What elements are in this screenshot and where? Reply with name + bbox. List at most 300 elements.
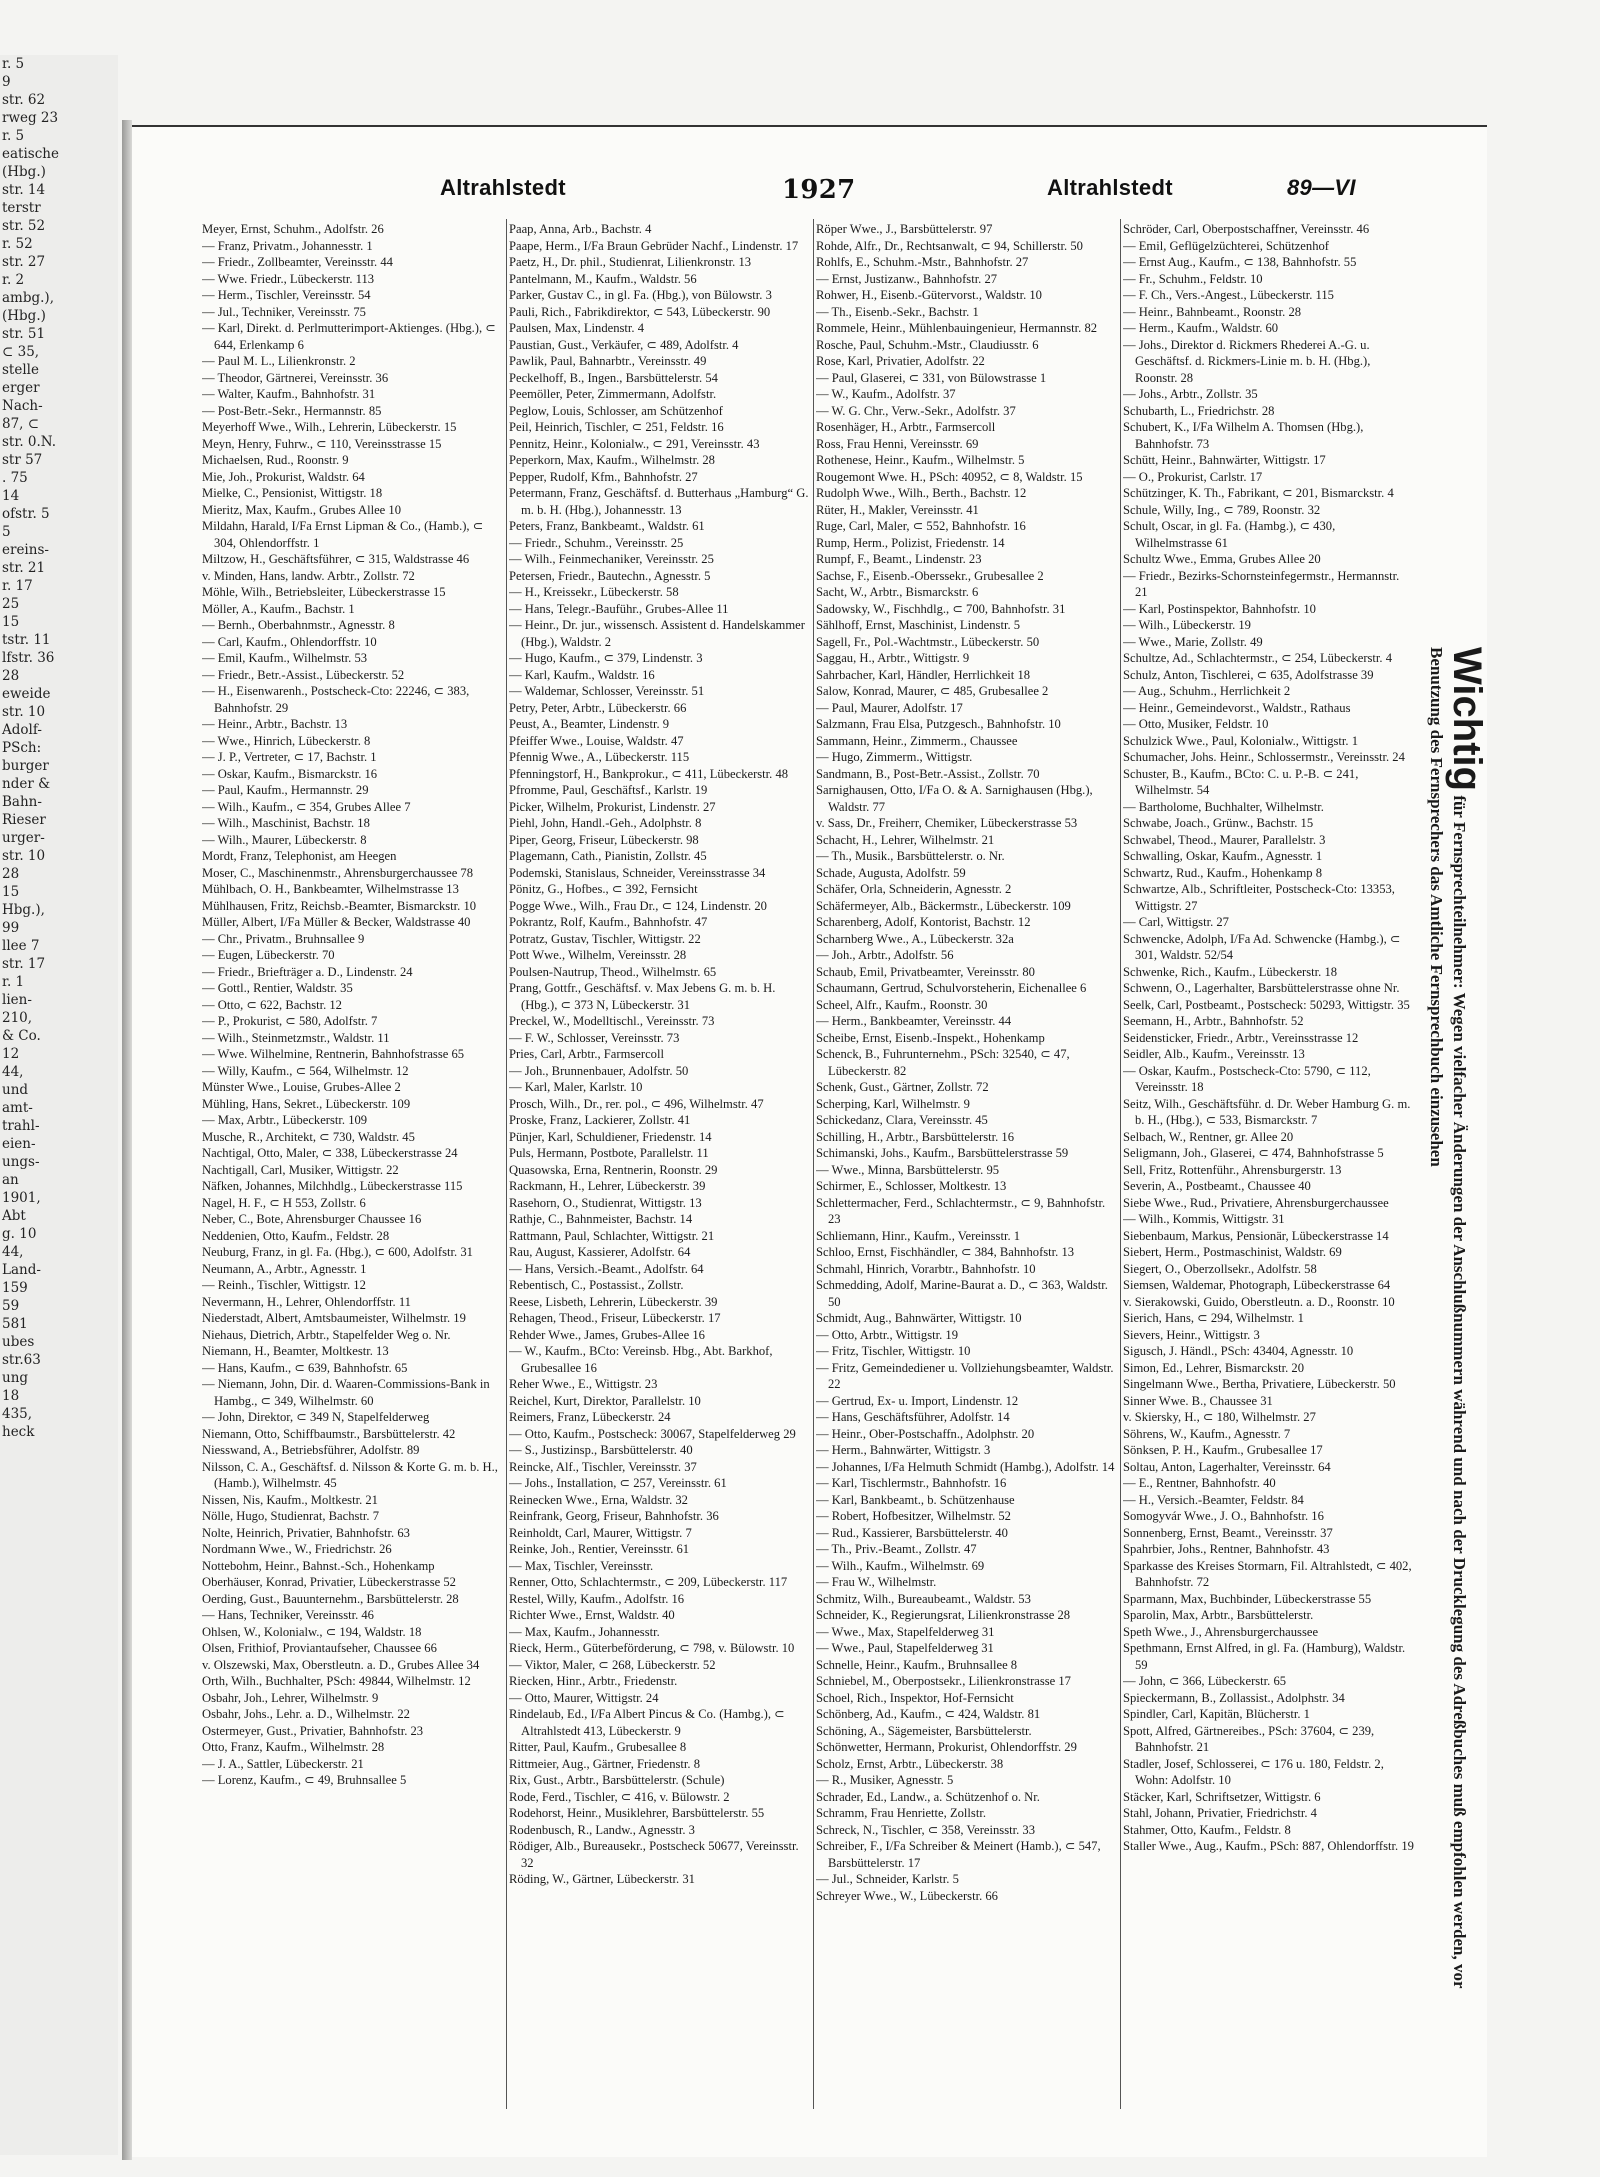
directory-entry: Schwabel, Theod., Maurer, Parallelstr. 3	[1123, 832, 1326, 847]
previous-page-fragment: amt-	[2, 1100, 33, 1116]
directory-entry: — P., Prokurist, ⊂ 580, Adolfstr. 7	[202, 1014, 378, 1028]
directory-entry: Rittmeier, Aug., Gärtner, Friedenstr. 8	[509, 1756, 701, 1771]
directory-entry: — W., Kaufm., BCto: Vereinsb. Hbg., Abt. Barkhof, Grubesallee 16	[509, 1344, 773, 1375]
previous-page-fragment: an	[2, 1172, 19, 1188]
directory-entry: Schönwetter, Hermann, Prokurist, Ohlendorffstr. 29	[816, 1740, 1077, 1754]
directory-entry: — Carl, Kaufm., Ohlendorffstr. 10	[202, 634, 377, 649]
directory-entry: Schaub, Emil, Privatbeamter, Vereinsstr. 80	[816, 964, 1035, 979]
directory-page	[132, 125, 1487, 2157]
directory-entry: Rudolph Wwe., Wilh., Berth., Bachstr. 12	[816, 486, 1027, 500]
directory-entry: — Max, Kaufm., Johannesstr.	[509, 1624, 660, 1639]
directory-entry: — Herm., Bankbeamter, Vereinsstr. 44	[816, 1014, 1012, 1028]
directory-entry: Pries, Carl, Arbtr., Farmsercoll	[509, 1047, 664, 1061]
column-rule	[1120, 219, 1121, 2109]
directory-entry: Schwenke, Rich., Kaufm., Lübeckerstr. 18	[1123, 964, 1338, 979]
directory-entry: — Post-Betr.-Sekr., Hermannstr. 85	[202, 403, 382, 418]
previous-page-fragment: ungs-	[2, 1154, 40, 1170]
previous-page-fragment: str. 52	[2, 218, 46, 234]
directory-entry: — Hugo, Kaufm., ⊂ 379, Lindenstr. 3	[509, 651, 703, 665]
previous-page-fragment: (Hbg.)	[2, 308, 46, 324]
directory-entry: Rosenhäger, H., Arbtr., Farmsercoll	[816, 420, 996, 434]
directory-entry: Schäfer, Orla, Schneiderin, Agnesstr. 2	[816, 882, 1012, 896]
directory-entry: Pfromme, Paul, Geschäftsf., Karlstr. 19	[509, 783, 708, 797]
directory-entry: — Ernst, Justizanw., Bahnhofstr. 27	[816, 271, 998, 286]
previous-page-fragment: ubes	[2, 1334, 35, 1350]
directory-entry: — Wilh., Maschinist, Bachstr. 18	[202, 816, 370, 830]
directory-entry: Schniebel, M., Oberpostsekr., Lilienkronstrasse 17	[816, 1674, 1071, 1688]
previous-page-fragment: 1901,	[2, 1190, 41, 1206]
directory-entry: — Max, Arbtr., Lübeckerstr. 109	[202, 1113, 368, 1127]
directory-entry: Rathje, C., Bahnmeister, Bachstr. 14	[509, 1212, 693, 1226]
directory-entry: Rommele, Heinr., Mühlenbauingenieur, Hermannstr. 82	[816, 321, 1098, 335]
previous-page-fragment: PSch:	[2, 740, 42, 756]
directory-entry: Riecken, Hinr., Arbtr., Friedenstr.	[509, 1674, 678, 1688]
previous-page-fragment: 25	[2, 596, 20, 612]
directory-entry: — Wwe., Hinrich, Lübeckerstr. 8	[202, 733, 371, 748]
previous-page-fragment: str. 21	[2, 560, 46, 576]
directory-entry: Petry, Peter, Arbtr., Lübeckerstr. 66	[509, 700, 687, 715]
directory-entry: Singelmann Wwe., Bertha, Privatiere, Lübeckerstr. 50	[1123, 1377, 1396, 1391]
directory-entry: — Gottl., Rentier, Waldstr. 35	[202, 981, 353, 995]
directory-entry: — F. W., Schlosser, Vereinsstr. 73	[509, 1030, 680, 1045]
directory-entry: v. Sierakowski, Guido, Oberstleutn. a. D., Roonstr. 10	[1123, 1294, 1395, 1309]
directory-entry: Pogge Wwe., Wilh., Frau Dr., ⊂ 124, Lindenstr. 20	[509, 898, 767, 913]
directory-entry: Neumann, A., Arbtr., Agnesstr. 1	[202, 1261, 367, 1276]
notice-body: für Fernsprechteilnehmer: Wegen vielfacher Änderungen der Anschlußnummern während und nach der Drucklegung des Adreßbuches muß empfohlen werden, vor Benutzung des Fernsprechers das Amtliche Fernsprechbuch einzusehen	[1427, 647, 1469, 1989]
directory-entry: Mühling, Hans, Sekret., Lübeckerstr. 109	[202, 1096, 411, 1111]
directory-entry: Pokrantz, Rolf, Kaufm., Bahnhofstr. 47	[509, 915, 708, 929]
directory-entry: — Gertrud, Ex- u. Import, Lindenstr. 12	[816, 1393, 1019, 1408]
directory-entry: Rindelaub, Ed., I/Fa Albert Pincus & Co. (Hambg.), ⊂ Altrahlstedt 413, Lübeckerstr. 9	[509, 1707, 785, 1738]
directory-entry: Schule, Willy, Ing., ⊂ 789, Roonstr. 32	[1123, 502, 1321, 517]
previous-page-fragment: 12	[2, 1046, 20, 1062]
directory-entry: Schwencke, Adolph, I/Fa Ad. Schwencke (Hambg.), ⊂ 301, Waldstr. 52/54	[1123, 931, 1401, 962]
directory-entry: — Chr., Privatm., Bruhnsallee 9	[202, 931, 365, 946]
directory-entry: — Karl, Maler, Karlstr. 10	[509, 1080, 643, 1094]
directory-entry: Rohde, Alfr., Dr., Rechtsanwalt, ⊂ 94, Schillerstr. 50	[816, 238, 1083, 253]
directory-entry: Siebe Wwe., Rud., Privatiere, Ahrensburgerchaussee	[1123, 1195, 1389, 1210]
previous-page-fragment: r. 5	[2, 128, 25, 144]
directory-entry: Speth Wwe., J., Ahrensburgerchaussee	[1123, 1624, 1319, 1639]
directory-entry: Röper Wwe., J., Barsbüttelerstr. 97	[816, 222, 993, 236]
directory-entry: Sählhoff, Ernst, Maschinist, Lindenstr. 5	[816, 618, 1021, 632]
directory-entry: Simon, Ed., Lehrer, Bismarckstr. 20	[1123, 1360, 1305, 1375]
directory-entry: Sandmann, B., Post-Betr.-Assist., Zollstr. 70	[816, 766, 1040, 781]
directory-entry: Olsen, Frithiof, Proviantaufseher, Chaussee 66	[202, 1641, 437, 1655]
directory-entry: Rothenese, Heinr., Kaufm., Wilhelmstr. 5	[816, 453, 1025, 467]
previous-page-fragment: 581	[2, 1316, 28, 1332]
previous-page-fragment: heck	[2, 1424, 35, 1440]
directory-entry: — Wwe. Friedr., Lübeckerstr. 113	[202, 271, 375, 286]
directory-entry: Schwabe, Joach., Grünw., Bachstr. 15	[1123, 816, 1314, 830]
directory-entry: Peperkorn, Max, Kaufm., Wilhelmstr. 28	[509, 453, 715, 467]
previous-page-fragment: ofstr. 5	[2, 506, 50, 522]
directory-entry: — Otto, Musiker, Feldstr. 10	[1123, 717, 1269, 731]
running-head-right: Altrahlstedt	[1047, 175, 1173, 200]
directory-entry: Sigusch, J. Händl., PSch: 43404, Agnesstr. 10	[1123, 1344, 1354, 1358]
directory-entry: Schmidt, Aug., Bahnwärter, Wittigstr. 10	[816, 1311, 1022, 1325]
previous-page-fragment: erger	[2, 380, 40, 396]
directory-entry: Spieckermann, B., Zollassist., Adolphstr. 34	[1123, 1690, 1345, 1705]
directory-entry: Reincke, Alf., Tischler, Vereinsstr. 37	[509, 1459, 697, 1474]
directory-entry: — Oskar, Kaufm., Postscheck-Cto: 5790, ⊂ 112, Vereinsstr. 18	[1123, 1063, 1371, 1094]
directory-entry: — Heinr., Gemeindevorst., Waldstr., Rathaus	[1123, 700, 1351, 715]
directory-entry: — Paul, Glaserei, ⊂ 331, von Bülowstrasse 1	[816, 370, 1047, 385]
directory-entry: Peil, Heinrich, Tischler, ⊂ 251, Feldstr. 16	[509, 420, 724, 434]
previous-page-fragment: 15	[2, 884, 20, 900]
directory-entry: Seligmann, Joh., Glaserei, ⊂ 474, Bahnhofstrasse 5	[1123, 1146, 1384, 1160]
directory-entry: Mühlbach, O. H., Bankbeamter, Wilhelmstrasse 13	[202, 882, 459, 896]
directory-entry: Reimers, Franz, Lübeckerstr. 24	[509, 1410, 671, 1424]
directory-entry: — Emil, Kaufm., Wilhelmstr. 53	[202, 651, 368, 665]
directory-entry: Schreiber, F., I/Fa Schreiber & Meinert (Hamb.), ⊂ 547, Barsbüttelerstr. 17	[816, 1839, 1101, 1870]
directory-entry: — Wilh., Kaufm., Wilhelmstr. 69	[816, 1558, 985, 1573]
directory-entry: Rasehorn, O., Studienrat, Wittigstr. 13	[509, 1195, 702, 1210]
directory-entry: Münster Wwe., Louise, Grubes-Allee 2	[202, 1080, 401, 1094]
directory-entry: Schmedding, Adolf, Marine-Baurat a. D., ⊂ 363, Waldstr. 50	[816, 1278, 1108, 1309]
directory-entry: Peters, Franz, Bankbeamt., Waldstr. 61	[509, 519, 705, 533]
directory-entry: — Karl, Kaufm., Waldstr. 16	[509, 667, 655, 682]
previous-page-fragment: 9	[2, 74, 11, 90]
directory-entry: Spott, Alfred, Gärtnereibes., PSch: 37604, ⊂ 239, Bahnhofstr. 21	[1123, 1723, 1375, 1754]
directory-entry: Schaumann, Gertrud, Schulvorsteherin, Eichenallee 6	[816, 981, 1087, 995]
directory-entry: Schützinger, K. Th., Fabrikant, ⊂ 201, Bismarckstr. 4	[1123, 486, 1394, 500]
directory-entry: — S., Justizinsp., Barsbüttelerstr. 40	[509, 1443, 693, 1457]
previous-page-fragment: . 75	[2, 470, 28, 486]
directory-entry: Plagemann, Cath., Pianistin, Zollstr. 45	[509, 849, 707, 863]
directory-entry: Oberhäuser, Konrad, Privatier, Lübeckerstrasse 52	[202, 1575, 456, 1589]
directory-entry: Möller, A., Kaufm., Bachstr. 1	[202, 601, 355, 616]
directory-entry: Rattmann, Paul, Schlachter, Wittigstr. 21	[509, 1228, 715, 1243]
directory-entry: — Wwe., Paul, Stapelfelderweg 31	[816, 1641, 994, 1655]
directory-entry: — Johs., Arbtr., Zollstr. 35	[1123, 387, 1258, 401]
directory-entry: — Th., Musik., Barsbüttelerstr. o. Nr.	[816, 849, 1005, 863]
directory-entry: Schwenn, O., Lagerhalter, Barsbüttelerstrasse ohne Nr.	[1123, 981, 1400, 995]
directory-entry: Rau, August, Kassierer, Adolfstr. 64	[509, 1245, 691, 1259]
directory-entry: Schäfermeyer, Alb., Bäckermstr., Lübeckerstr. 109	[816, 898, 1071, 913]
directory-entry: — Bartholome, Buchhalter, Wilhelmstr.	[1123, 799, 1324, 814]
previous-page-fragment: ereins-	[2, 542, 49, 558]
previous-page-fragment: 44,	[2, 1244, 24, 1260]
directory-entry: Piehl, John, Handl.-Geh., Adolphstr. 8	[509, 816, 702, 830]
directory-entry: Schloo, Ernst, Fischhändler, ⊂ 384, Bahnhofstr. 13	[816, 1245, 1075, 1259]
directory-entry: — Otto, Maurer, Wittigstr. 24	[509, 1690, 659, 1705]
previous-page-fragment: str 57	[2, 452, 43, 468]
directory-entry: Sammann, Heinr., Zimmerm., Chaussee	[816, 733, 1018, 748]
directory-entry: Schöning, A., Sägemeister, Barsbüttelerstr.	[816, 1723, 1032, 1738]
directory-entry: Stadler, Josef, Schlosserei, ⊂ 176 u. 180, Feldstr. 2, Wohn: Adolfstr. 10	[1123, 1756, 1384, 1787]
directory-entry: — Th., Eisenb.-Sekr., Bachstr. 1	[816, 304, 979, 319]
directory-entry: Schwalling, Oskar, Kaufm., Agnesstr. 1	[1123, 849, 1323, 863]
previous-page-fragment: Abt	[2, 1208, 26, 1224]
directory-entry: Neber, C., Bote, Ahrensburger Chaussee 16	[202, 1212, 422, 1226]
directory-entry: Schenk, Gust., Gärtner, Zollstr. 72	[816, 1080, 989, 1094]
directory-entry: Otto, Franz, Kaufm., Wilhelmstr. 28	[202, 1740, 385, 1754]
directory-entry: Mühlhausen, Fritz, Reichsb.-Beamter, Bismarckstr. 10	[202, 898, 477, 913]
directory-entry: Proske, Franz, Lackierer, Zollstr. 41	[509, 1113, 691, 1127]
directory-entry: — Franz, Privatm., Johannesstr. 1	[202, 238, 373, 253]
directory-entry: Saggau, H., Arbtr., Wittigstr. 9	[816, 651, 970, 665]
directory-entry: Schubert, K., I/Fa Wilhelm A. Thomsen (Hbg.), Bahnhofstr. 73	[1123, 420, 1364, 451]
directory-entry: Sachse, F., Eisenb.-Oberssekr., Grubesallee 2	[816, 568, 1044, 583]
directory-entry: — Fritz, Tischler, Wittigstr. 10	[816, 1344, 971, 1358]
directory-entry: — Jul., Schneider, Karlstr. 5	[816, 1872, 959, 1886]
directory-entry: Sahrbacher, Karl, Händler, Herrlichkeit 18	[816, 667, 1031, 682]
directory-entry: — Hans, Geschäftsführer, Adolfstr. 14	[816, 1410, 1010, 1424]
previous-page-fragment: llee 7	[2, 938, 40, 954]
previous-page-fragment: lien-	[2, 992, 32, 1008]
directory-entry: — Johs., Direktor d. Rickmers Rhederei A.-G. u. Geschäftsf. d. Rickmers-Linie m. b. H. (Hbg.), Roonstr. 28	[1123, 337, 1371, 385]
previous-page-fragment: 435,	[2, 1406, 33, 1422]
directory-entry: Pantelmann, M., Kaufm., Waldstr. 56	[509, 271, 697, 286]
directory-entry: Rump, Herm., Polizist, Friedenstr. 14	[816, 535, 1005, 550]
directory-entry: — Willy, Kaufm., ⊂ 564, Wilhelmstr. 12	[202, 1063, 409, 1078]
directory-entry: Siebert, Herm., Postmaschinist, Waldstr. 69	[1123, 1245, 1342, 1259]
previous-page-fragment: Rieser	[2, 812, 46, 828]
directory-entry: Röding, W., Gärtner, Lübeckerstr. 31	[509, 1872, 695, 1886]
directory-entry: — Paul, Maurer, Adolfstr. 17	[816, 700, 963, 715]
directory-entry: Schrader, Ed., Landw., a. Schützenhof o. Nr.	[816, 1789, 1040, 1804]
directory-entry: — Reinh., Tischler, Wittigstr. 12	[202, 1278, 366, 1292]
directory-entry: — Joh., Brunnenbauer, Adolfstr. 50	[509, 1063, 689, 1078]
directory-entry: — Otto, Kaufm., Postscheck: 30067, Stapelfelderweg 29	[509, 1426, 796, 1441]
directory-entry: — Heinr., Ober-Postschaffn., Adolphstr. 20	[816, 1426, 1035, 1441]
directory-entry: Sagell, Fr., Pol.-Wachtmstr., Lübeckerstr. 50	[816, 634, 1040, 649]
previous-page-fragment: 210,	[2, 1010, 33, 1026]
directory-entry: — O., Prokurist, Carlstr. 17	[1123, 469, 1263, 484]
running-head-year: 1927	[782, 175, 856, 205]
directory-entry: Reinecken Wwe., Erna, Waldstr. 32	[509, 1492, 688, 1507]
directory-entry: Orth, Wilh., Buchhalter, PSch: 49844, Wilhelmstr. 12	[202, 1674, 471, 1688]
directory-entry: Schacht, H., Lehrer, Wilhelmstr. 21	[816, 832, 995, 847]
directory-entry: Selbach, W., Rentner, gr. Allee 20	[1123, 1129, 1294, 1144]
running-head-left: Altrahlstedt	[440, 175, 566, 200]
directory-entry: Sievers, Heinr., Wittigstr. 3	[1123, 1327, 1260, 1342]
directory-entry: — Karl, Postinspektor, Bahnhofstr. 10	[1123, 601, 1316, 616]
previous-page-fragment: trahl-	[2, 1118, 40, 1134]
directory-entry: — W., Kaufm., Adolfstr. 37	[816, 387, 956, 401]
notice-text	[1418, 647, 1489, 2067]
directory-entry: — Friedr., Zollbeamter, Vereinsstr. 44	[202, 255, 393, 269]
directory-entry: — J. P., Vertreter, ⊂ 17, Bachstr. 1	[202, 750, 377, 764]
previous-page-fragment: nder &	[2, 776, 51, 792]
directory-entry: Sinner Wwe. B., Chaussee 31	[1123, 1393, 1273, 1408]
directory-column-1	[202, 221, 504, 2121]
directory-entry: Neddenien, Otto, Kaufm., Feldstr. 28	[202, 1228, 390, 1243]
directory-entry: Sparkasse des Kreises Stormarn, Fil. Altrahlstedt, ⊂ 402, Bahnhofstr. 72	[1123, 1558, 1412, 1589]
previous-page-fragment: tstr. 11	[2, 632, 51, 648]
directory-entry: Niemann, Otto, Schiffbaumstr., Barsbüttelerstr. 42	[202, 1426, 456, 1441]
directory-entry: Reinholdt, Carl, Maurer, Wittigstr. 7	[509, 1525, 692, 1540]
previous-page-fragment: g. 10	[2, 1226, 37, 1242]
previous-page-fragment: & Co.	[2, 1028, 41, 1044]
directory-entry: Pennitz, Heinr., Kolonialw., ⊂ 291, Vereinsstr. 43	[509, 436, 760, 451]
previous-page-fragment: terstr	[2, 200, 41, 216]
previous-page-fragment: r. 2	[2, 272, 25, 288]
book-gutter	[122, 120, 132, 2160]
directory-entry: Prang, Gottfr., Geschäftsf. v. Max Jebens G. m. b. H. (Hbg.), ⊂ 373 N, Lübeckerstr. 31	[509, 981, 776, 1012]
previous-page-fragment: r. 52	[2, 236, 33, 252]
directory-entry: Peust, A., Beamter, Lindenstr. 9	[509, 717, 670, 731]
directory-entry: — Wilh., Maurer, Lübeckerstr. 8	[202, 832, 367, 847]
directory-entry: Schultze, Ad., Schlachtermstr., ⊂ 254, Lübeckerstr. 4	[1123, 651, 1393, 665]
directory-entry: Moser, C., Maschinenmstr., Ahrensburgerchaussee 78	[202, 865, 474, 880]
previous-page-fragment: 28	[2, 866, 20, 882]
directory-entry: — Otto, ⊂ 622, Bachstr. 12	[202, 997, 342, 1012]
directory-entry: — Ernst Aug., Kaufm., ⊂ 138, Bahnhofstr. 55	[1123, 255, 1357, 269]
directory-entry: — Friedr., Briefträger a. D., Lindenstr. 24	[202, 964, 413, 979]
directory-entry: Preckel, W., Modelltischl., Vereinsstr. 73	[509, 1014, 715, 1028]
directory-entry: — Max, Tischler, Vereinsstr.	[509, 1558, 654, 1573]
directory-entry: v. Sass, Dr., Freiherr, Chemiker, Lübeckerstrasse 53	[816, 816, 1078, 830]
directory-entry: — Emil, Geflügelzüchterei, Schützenhof	[1123, 238, 1329, 253]
previous-page-fragment: str. 10	[2, 848, 46, 864]
directory-entry: Scherping, Karl, Wilhelmstr. 9	[816, 1096, 970, 1111]
directory-entry: Podemski, Stanislaus, Schneider, Vereinsstrasse 34	[509, 865, 766, 880]
directory-entry: — Bernh., Oberbahnmstr., Agnesstr. 8	[202, 618, 395, 632]
directory-entry: — Wilh., Feinmechaniker, Vereinsstr. 25	[509, 552, 714, 566]
directory-entry: Nachtigal, Otto, Maler, ⊂ 338, Lübeckerstrasse 24	[202, 1146, 458, 1160]
directory-entry: Schlettermacher, Ferd., Schlachtermstr., ⊂ 9, Bahnhofstr. 23	[816, 1195, 1106, 1226]
directory-entry: Ritter, Paul, Kaufm., Grubesallee 8	[509, 1740, 687, 1754]
directory-entry: — Th., Priv.-Beamt., Zollstr. 47	[816, 1542, 977, 1556]
previous-page-fragment: 59	[2, 1298, 20, 1314]
directory-column-3	[816, 221, 1118, 2121]
previous-page-fragment: (Hbg.)	[2, 164, 46, 180]
directory-entry: — Waldemar, Schlosser, Vereinsstr. 51	[509, 684, 705, 698]
directory-entry: Schwartz, Rud., Kaufm., Hohenkamp 8	[1123, 865, 1323, 880]
directory-entry: — Robert, Hofbesitzer, Wilhelmstr. 52	[816, 1509, 1011, 1523]
directory-entry: Rougemont Wwe. H., PSch: 40952, ⊂ 8, Waldstr. 15	[816, 469, 1083, 484]
previous-page-fragment: 159	[2, 1280, 28, 1296]
directory-entry: — Paul M. L., Lilienkronstr. 2	[202, 354, 356, 368]
directory-entry: — Heinr., Arbtr., Bachstr. 13	[202, 717, 348, 731]
directory-entry: Schnelle, Heinr., Kaufm., Bruhnsallee 8	[816, 1657, 1018, 1672]
directory-entry: — Wilh., Kommis, Wittigstr. 31	[1123, 1212, 1285, 1226]
directory-entry: Siebenbaum, Markus, Pensionär, Lübeckerstrasse 14	[1123, 1228, 1389, 1243]
directory-entry: Schumacher, Johs. Heinr., Schlossermstr., Vereinsstr. 24	[1123, 750, 1405, 764]
directory-entry: Pfeiffer Wwe., Louise, Waldstr. 47	[509, 733, 684, 748]
directory-entry: — Herm., Bahnwärter, Wittigstr. 3	[816, 1443, 991, 1457]
directory-entry: Seidler, Alb., Kaufm., Vereinsstr. 13	[1123, 1047, 1305, 1061]
directory-entry: Schult, Oscar, in gl. Fa. (Hambg.), ⊂ 430, Wilhelmstrasse 61	[1123, 519, 1336, 550]
directory-entry: — Lorenz, Kaufm., ⊂ 49, Bruhnsallee 5	[202, 1773, 407, 1787]
directory-entry: — Hans, Kaufm., ⊂ 639, Bahnhofstr. 65	[202, 1360, 408, 1375]
directory-entry: — Fr., Schuhm., Feldstr. 10	[1123, 271, 1263, 286]
directory-entry: Reese, Lisbeth, Lehrerin, Lübeckerstr. 39	[509, 1294, 718, 1309]
directory-entry: Picker, Wilhelm, Prokurist, Lindenstr. 27	[509, 799, 716, 814]
directory-entry: Pünjer, Karl, Schuldiener, Friedenstr. 14	[509, 1129, 712, 1144]
directory-entry: — Rud., Kassierer, Barsbüttelerstr. 40	[816, 1525, 1008, 1540]
directory-entry: Schilling, H., Arbtr., Barsbüttelerstr. 16	[816, 1129, 1014, 1144]
directory-entry: v. Minden, Hans, landw. Arbtr., Zollstr. 72	[202, 568, 415, 583]
directory-entry: Rehagen, Theod., Friseur, Lübeckerstr. 17	[509, 1311, 721, 1325]
directory-entry: — John, ⊂ 366, Lübeckerstr. 65	[1123, 1674, 1287, 1688]
previous-page-fragment: r. 17	[2, 578, 33, 594]
directory-entry: Spahrbier, Johs., Rentner, Bahnhofstr. 43	[1123, 1542, 1330, 1556]
directory-entry: Schwartze, Alb., Schriftleiter, Postscheck-Cto: 13353, Wittigstr. 27	[1123, 882, 1395, 913]
previous-page-fragment: r. 1	[2, 974, 25, 990]
directory-entry: — Fritz, Gemeindediener u. Vollziehungsbeamter, Waldstr. 22	[816, 1360, 1114, 1391]
directory-entry: Rödiger, Alb., Bureausekr., Postscheck 50677, Vereinsstr. 32	[509, 1839, 799, 1870]
directory-entry: Mordt, Franz, Telephonist, am Heegen	[202, 849, 397, 863]
previous-page-fragment: 99	[2, 920, 20, 936]
directory-entry: Scharenberg, Adolf, Kontorist, Bachstr. 12	[816, 915, 1031, 929]
directory-entry: — Hans, Telegr.-Bauführ., Grubes-Allee 11	[509, 601, 729, 616]
directory-entry: Paulsen, Max, Lindenstr. 4	[509, 321, 645, 335]
directory-entry: Scheibe, Ernst, Eisenb.-Inspekt., Hohenkamp	[816, 1030, 1045, 1045]
previous-page-fragment: 44,	[2, 1064, 24, 1080]
previous-page-fragment: str. 27	[2, 254, 46, 270]
directory-entry: Miltzow, H., Geschäftsführer, ⊂ 315, Waldstrasse 46	[202, 552, 470, 566]
directory-entry: Rehder Wwe., James, Grubes-Allee 16	[509, 1327, 705, 1342]
directory-entry: — F. Ch., Vers.-Angest., Lübeckerstr. 115	[1123, 288, 1334, 302]
directory-entry: Seemann, H., Arbtr., Bahnhofstr. 52	[1123, 1014, 1304, 1028]
previous-page-fragment: 15	[2, 614, 20, 630]
directory-entry: Schickedanz, Clara, Vereinsstr. 45	[816, 1113, 988, 1127]
directory-entry: Soltau, Anton, Lagerhalter, Vereinsstr. 64	[1123, 1459, 1331, 1474]
directory-entry: Meyn, Henry, Fuhrw., ⊂ 110, Vereinsstrasse 15	[202, 436, 442, 451]
directory-entry: Rohlfs, E., Schuhm.-Mstr., Bahnhofstr. 27	[816, 255, 1029, 269]
directory-entry: Pott Wwe., Wilhelm, Vereinsstr. 28	[509, 948, 687, 962]
directory-entry: Rix, Gust., Arbtr., Barsbüttelerstr. (Schule)	[509, 1773, 725, 1787]
previous-page-fragment: eatische	[2, 146, 59, 162]
directory-entry: Schröder, Carl, Oberpostschaffner, Vereinsstr. 46	[1123, 222, 1370, 236]
directory-entry: Rackmann, H., Lehrer, Lübeckerstr. 39	[509, 1179, 706, 1193]
directory-entry: Meyerhoff Wwe., Wilh., Lehrerin, Lübeckerstr. 15	[202, 420, 457, 434]
directory-entry: — H., Kreissekr., Lübeckerstr. 58	[509, 585, 679, 599]
directory-entry: Müller, Albert, I/Fa Müller & Becker, Waldstrasse 40	[202, 915, 471, 929]
directory-entry: Osbahr, Johs., Lehr. a. D., Wilhelmstr. 22	[202, 1707, 410, 1721]
directory-entry: Schulz, Anton, Tischlerei, ⊂ 635, Adolfstrasse 39	[1123, 667, 1374, 682]
directory-entry: — R., Musiker, Agnesstr. 5	[816, 1773, 954, 1787]
directory-entry: Schulzick Wwe., Paul, Kolonialw., Wittigstr. 1	[1123, 733, 1359, 748]
directory-entry: Peckelhoff, B., Ingen., Barsbüttelerstr. 54	[509, 370, 718, 385]
directory-entry: Paustian, Gust., Verkäufer, ⊂ 489, Adolfstr. 4	[509, 337, 739, 352]
directory-entry: — Heinr., Bahnbeamt., Roonstr. 28	[1123, 304, 1302, 319]
directory-entry: — Herm., Tischler, Vereinsstr. 54	[202, 288, 371, 302]
directory-entry: Schimanski, Johs., Kaufm., Barsbüttelerstrasse 59	[816, 1146, 1069, 1160]
directory-entry: — Frau W., Wilhelmstr.	[816, 1575, 937, 1589]
directory-entry: Schneider, K., Regierungsrat, Lilienkronstrasse 28	[816, 1608, 1071, 1622]
directory-entry: Staller Wwe., Aug., Kaufm., PSch: 887, Ohlendorffstr. 19	[1123, 1839, 1414, 1853]
directory-entry: Nottebohm, Heinr., Bahnst.-Sch., Hohenkamp	[202, 1558, 435, 1573]
directory-entry: — Hugo, Zimmerm., Wittigstr.	[816, 750, 973, 764]
directory-entry: Schütt, Heinr., Bahnwärter, Wittigstr. 17	[1123, 453, 1326, 467]
directory-entry: Mieritz, Max, Kaufm., Grubes Allee 10	[202, 502, 402, 517]
directory-entry: Pfenningstorf, H., Bankprokur., ⊂ 411, Lübeckerstr. 48	[509, 766, 789, 781]
previous-page-fragment: ⊂ 35,	[2, 344, 40, 360]
directory-entry: — Carl, Wittigstr. 27	[1123, 915, 1229, 929]
directory-entry: Schultz Wwe., Emma, Grubes Allee 20	[1123, 552, 1321, 566]
directory-entry: Rüter, H., Makler, Vereinsstr. 41	[816, 502, 979, 517]
directory-entry: Schade, Augusta, Adolfstr. 59	[816, 865, 966, 880]
directory-entry: Ohlsen, W., Kolonialw., ⊂ 194, Waldstr. 18	[202, 1624, 422, 1639]
previous-page-fragment: ambg.),	[2, 290, 54, 306]
directory-entry: — Johs., Installation, ⊂ 257, Vereinsstr. 61	[509, 1476, 727, 1490]
directory-entry: Meyer, Ernst, Schuhm., Adolfstr. 26	[202, 222, 384, 236]
directory-entry: Nachtigall, Carl, Musiker, Wittigstr. 22	[202, 1162, 399, 1177]
directory-entry: Sadowsky, W., Fischhdlg., ⊂ 700, Bahnhofstr. 31	[816, 601, 1066, 616]
directory-entry: Pönitz, G., Hofbes., ⊂ 392, Fernsicht	[509, 882, 698, 896]
directory-entry: — Wilh., Steinmetzmstr., Waldstr. 11	[202, 1030, 390, 1045]
directory-entry: Stäcker, Karl, Schriftsetzer, Wittigstr. 6	[1123, 1789, 1321, 1804]
directory-entry: Seidensticker, Friedr., Arbtr., Vereinsstrasse 12	[1123, 1030, 1359, 1045]
column-rule	[506, 219, 507, 2109]
directory-entry: Ostermeyer, Gust., Privatier, Bahnhofstr. 23	[202, 1723, 424, 1738]
directory-entry: Piper, Georg, Friseur, Lübeckerstr. 98	[509, 832, 699, 847]
directory-entry: Rebentisch, C., Postassist., Zollstr.	[509, 1278, 684, 1292]
